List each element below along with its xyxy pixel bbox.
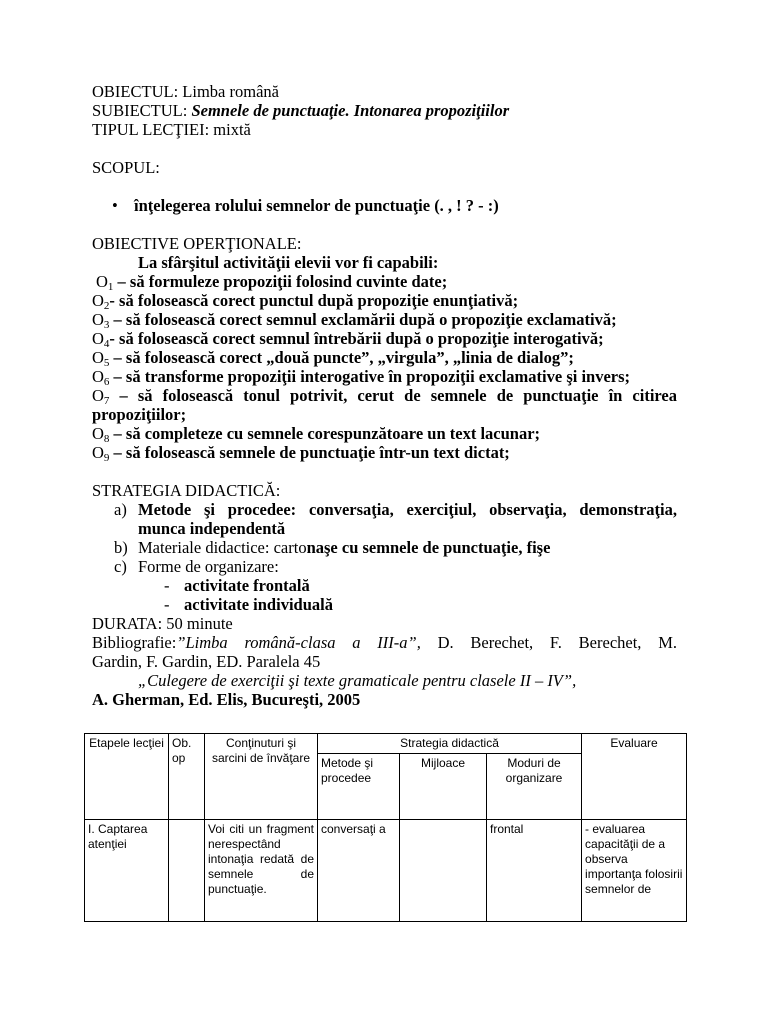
header-moduri: Moduri de organizare <box>487 754 582 820</box>
scop-title: SCOPUL: <box>92 158 160 177</box>
obiectul-line <box>92 82 677 101</box>
strategia-b-text-2: naşe cu semnele de punctuaţie, fişe <box>306 538 551 557</box>
cell-metode: conversaţi a <box>318 820 400 922</box>
header-mijloace: Mijloace <box>400 754 487 820</box>
obiective-intro: La sfârşitul activităţii elevii vor fi capabili: <box>138 253 439 272</box>
objective-number: 4 <box>103 338 110 350</box>
subiectul-line <box>92 101 677 120</box>
strategia-title: STRATEGIA DIDACTICĂ: <box>92 481 281 500</box>
strategia-a-cont: munca independentă <box>138 519 286 538</box>
subiectul-value: Semnele de punctuaţie. Intonarea propoziţiilor <box>191 101 510 120</box>
header-etape: Etapele lecţiei <box>85 734 169 820</box>
objective-number: 9 <box>103 452 110 464</box>
objective-code: O <box>92 367 104 386</box>
scop-item-text: înţelegerea rolului semnelor de punctuaţie (. , ! ? - :) <box>134 196 499 215</box>
cell-mijloace <box>400 820 487 922</box>
cell-evaluare: - evaluarea capacităţii de a observa importanţa folosirii semnelor de <box>582 820 687 922</box>
obiective-list <box>92 272 677 462</box>
strategia-a <box>92 500 677 519</box>
objective-item <box>92 272 677 291</box>
book1-rest: D. Berechet, F. Berechet, M. <box>420 633 677 652</box>
cell-etapa: I. Captarea atenţiei <box>85 820 169 922</box>
tipul-label: TIPUL LECŢIEI: <box>92 120 214 139</box>
objective-text: – să folosească tonul potrivit, cerut de semnele de punctuaţie în citirea <box>109 386 677 405</box>
objective-text: - să folosească corect punctul după propoziţie enunţiativă; <box>109 291 519 310</box>
obiectul-label: OBIECTUL: <box>92 82 183 101</box>
objective-item <box>92 443 677 462</box>
bullet-icon: • <box>112 196 118 215</box>
strategia-b-label: b) <box>114 538 128 557</box>
tipul-value: mixtă <box>213 120 251 139</box>
objective-number: 2 <box>103 300 110 312</box>
objective-number: 8 <box>103 433 110 445</box>
strategia-a-label: a) <box>114 500 127 519</box>
objective-number: 7 <box>103 395 110 407</box>
objective-code: O <box>92 348 104 367</box>
dash-mark: - <box>164 595 170 614</box>
header-ob: Ob. op <box>169 734 205 820</box>
strategia-dash-item-2 <box>92 595 677 614</box>
objective-item <box>92 424 677 443</box>
objective-item <box>92 348 677 367</box>
cell-moduri: frontal <box>487 820 582 922</box>
objective-text: – să transforme propoziţii interogative în propoziţii exclamative şi invers; <box>109 367 631 386</box>
dash-mark: - <box>164 576 170 595</box>
objective-number: 5 <box>103 357 110 369</box>
objective-code: O <box>96 272 108 291</box>
book2-cont: A. Gherman, Ed. Elis, Bucureşti, 2005 <box>92 690 361 709</box>
lesson-plan-document <box>92 82 677 709</box>
lesson-stages-table <box>84 733 687 922</box>
objective-text: – să formuleze propoziţii folosind cuvinte date; <box>113 272 448 291</box>
strategia-b-text-1: Materiale didactice: carto <box>138 538 307 557</box>
table-row <box>85 820 687 922</box>
objective-code: O <box>92 443 104 462</box>
dash-item-text: activitate individuală <box>184 595 333 614</box>
header-evaluare: Evaluare <box>582 734 687 820</box>
bibliografie-label: Bibliografie: <box>92 633 177 652</box>
strategia-c-label: c) <box>114 557 127 576</box>
objective-item <box>92 367 677 386</box>
strategia-b <box>92 538 677 557</box>
objective-number: 3 <box>103 319 110 331</box>
objective-item <box>92 310 677 329</box>
objective-text: - să folosească corect semnul întrebării după o propoziţie interogativă; <box>109 329 604 348</box>
objective-code: O <box>92 310 104 329</box>
objective-number: 1 <box>107 281 114 293</box>
objective-item <box>92 386 677 405</box>
durata-line: DURATA: 50 minute <box>92 614 233 633</box>
header-continuturi: Conţinuturi şi sarcini de învăţare <box>205 734 318 820</box>
objective-text: – să completeze cu semnele corespunzătoare un text lacunar; <box>109 424 541 443</box>
objective-text: – să folosească corect semnul exclamării după o propoziţie exclamativă; <box>109 310 617 329</box>
strategia-dash-item-1 <box>92 576 677 595</box>
objective-code: O <box>92 329 104 348</box>
objective-text: – să folosească semnele de punctuaţie într-un text dictat; <box>109 443 510 462</box>
strategia-a-text: Metode şi procedee: conversaţia, exerciţiul, observaţia, demonstraţia, <box>138 500 677 519</box>
header-strategia: Strategia didactică <box>318 734 582 754</box>
bibliografie-cont: Gardin, F. Gardin, ED. Paralela 45 <box>92 652 321 671</box>
objective-item-cont: propoziţiilor; <box>92 405 187 424</box>
objective-text: – să folosească corect „două puncte”, „virgula”, „linia de dialog”; <box>109 348 574 367</box>
objective-code: O <box>92 424 104 443</box>
objective-code: O <box>92 386 104 405</box>
book1-title: ”Limba română-clasa a III-a”, <box>176 633 421 652</box>
tipul-line <box>92 120 677 139</box>
dash-item-text: activitate frontală <box>184 576 310 595</box>
objective-item <box>92 329 677 348</box>
table-header-row <box>85 734 687 754</box>
strategia-c <box>92 557 677 576</box>
cell-ob <box>169 820 205 922</box>
strategia-c-text: Forme de organizare: <box>138 557 279 576</box>
subiectul-label: SUBIECTUL: <box>92 101 192 120</box>
obiective-title: OBIECTIVE OPERŢIONALE: <box>92 234 302 253</box>
objective-item <box>92 291 677 310</box>
obiectul-value: Limba română <box>182 82 279 101</box>
book2-title: „Culegere de exerciţii şi texte gramaticale pentru clasele II – IV”, <box>138 671 577 690</box>
cell-continut: Voi citi un fragment nerespectând intonaţia redată de semnele de punctuaţie. <box>205 820 318 922</box>
objective-number: 6 <box>103 376 110 388</box>
header-metode: Metode şi procedee <box>318 754 400 820</box>
scop-item <box>92 196 677 215</box>
bibliografie-line <box>92 633 677 652</box>
objective-code: O <box>92 291 104 310</box>
